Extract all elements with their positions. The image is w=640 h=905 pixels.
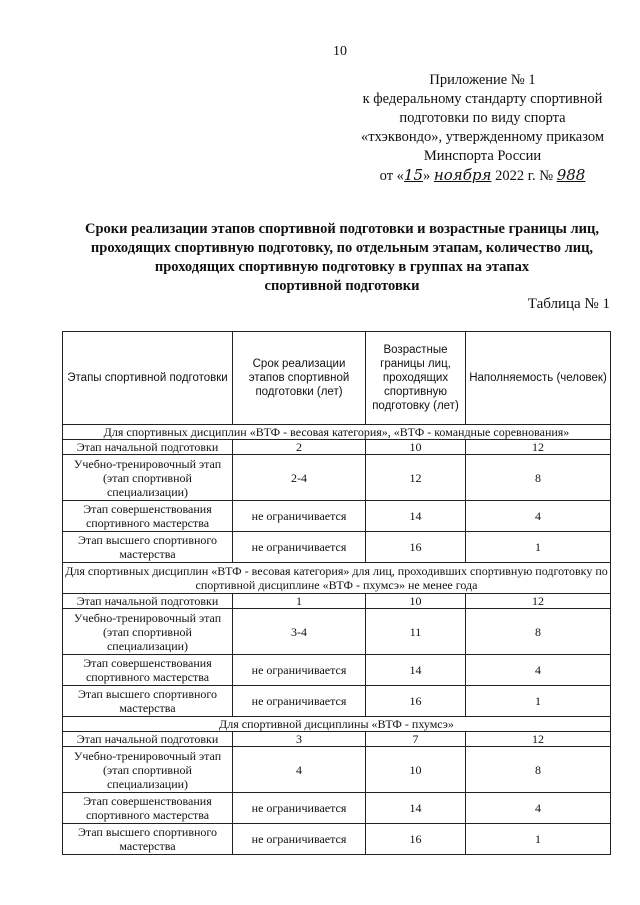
age-cell: 14 [366,655,466,686]
order-month: ноября [433,166,492,184]
stage-cell: Этап совершенствования спортивного мастерства [63,501,233,532]
order-date-line [340,166,625,186]
age-cell: 14 [366,501,466,532]
age-cell: 16 [366,686,466,717]
duration-cell: 2-4 [233,455,366,501]
occupancy-cell: 1 [466,532,611,563]
occupancy-cell: 8 [466,455,611,501]
stage-cell: Этап высшего спортивного мастерства [63,532,233,563]
table-header-row [63,332,611,425]
table-row [63,440,611,455]
age-cell: 16 [366,824,466,855]
age-cell: 11 [366,609,466,655]
stage-cell: Этап совершенствования спортивного мастерства [63,793,233,824]
stage-cell: Этап начальной подготовки [63,732,233,747]
stage-cell: Этап высшего спортивного мастерства [63,824,233,855]
title-line: спортивной подготовки [264,278,420,294]
duration-cell: не ограничивается [233,686,366,717]
occupancy-cell: 4 [466,501,611,532]
occupancy-cell: 8 [466,747,611,793]
section-title: Для спортивной дисциплины «ВТФ - пхумсэ» [63,717,611,732]
stage-cell: Этап совершенствования спортивного мастерства [63,655,233,686]
header-duration: Срок реализации этапов спортивной подготовки (лет) [233,332,366,425]
duration-cell: не ограничивается [233,655,366,686]
stage-cell: Этап высшего спортивного мастерства [63,686,233,717]
table-row [63,594,611,609]
table-label: Таблица № 1 [527,296,610,312]
occupancy-cell: 4 [466,793,611,824]
occupancy-cell: 4 [466,655,611,686]
occupancy-cell: 12 [466,594,611,609]
header-occupancy: Наполняемость (человек) [466,332,611,425]
table-row [63,655,611,686]
stage-cell: Этап начальной подготовки [63,440,233,455]
appendix-line: Минспорта России [423,148,542,164]
section-title: Для спортивных дисциплин «ВТФ - весовая категория» для лиц, проходивших спортивную подготовку по спортивной дисциплине «ВТФ - пхумсэ» не менее года [63,563,611,594]
date-prefix: от « [379,168,404,184]
header-stages: Этапы спортивной подготовки [63,332,233,425]
duration-cell: 3 [233,732,366,747]
section-row [63,717,611,732]
occupancy-cell: 1 [466,824,611,855]
duration-cell: 3-4 [233,609,366,655]
duration-cell: 2 [233,440,366,455]
appendix-block [340,71,625,186]
order-year: 2022 г. № [495,168,554,184]
order-number: 988 [556,166,586,184]
table-row [63,609,611,655]
order-day: 15 [403,166,424,184]
header-age: Возрастные границы лиц, проходящих спортивную подготовку (лет) [366,332,466,425]
stage-cell: Этап начальной подготовки [63,594,233,609]
age-cell: 10 [366,594,466,609]
section-row [63,563,611,594]
table-row [63,532,611,563]
table-row [63,686,611,717]
stage-cell: Учебно-тренировочный этап (этап спортивной специализации) [63,455,233,501]
duration-cell: 4 [233,747,366,793]
duration-cell: не ограничивается [233,532,366,563]
occupancy-cell: 12 [466,440,611,455]
table-row [63,747,611,793]
age-cell: 16 [366,532,466,563]
appendix-line: «тхэквондо», утвержденному приказом [360,129,605,145]
appendix-line: подготовки по виду спорта [399,110,566,126]
appendix-line: Приложение № 1 [429,72,536,88]
age-cell: 10 [366,747,466,793]
stage-cell: Учебно-тренировочный этап (этап спортивной специализации) [63,609,233,655]
title-line: проходящих спортивную подготовку в группах на этапах [154,259,530,275]
occupancy-cell: 1 [466,686,611,717]
stages-table [62,331,611,855]
table-row [63,824,611,855]
date-mid: » [423,168,431,184]
age-cell: 10 [366,440,466,455]
age-cell: 12 [366,455,466,501]
duration-cell: 1 [233,594,366,609]
title-line: проходящих спортивную подготовку, по отдельным этапам, количество лиц, [90,240,594,256]
occupancy-cell: 8 [466,609,611,655]
stage-cell: Учебно-тренировочный этап (этап спортивной специализации) [63,747,233,793]
title-line: Сроки реализации этапов спортивной подготовки и возрастные границы лиц, [85,221,599,237]
table-row [63,455,611,501]
duration-cell: не ограничивается [233,793,366,824]
table-row [63,732,611,747]
occupancy-cell: 12 [466,732,611,747]
table-row [63,793,611,824]
table-row [63,501,611,532]
appendix-line: к федеральному стандарту спортивной [362,91,603,107]
document-title [62,220,622,296]
section-row [63,425,611,440]
section-title: Для спортивных дисциплин «ВТФ - весовая категория», «ВТФ - командные соревнования» [63,425,611,440]
age-cell: 14 [366,793,466,824]
duration-cell: не ограничивается [233,501,366,532]
age-cell: 7 [366,732,466,747]
page-number: 10 [333,44,347,59]
duration-cell: не ограничивается [233,824,366,855]
